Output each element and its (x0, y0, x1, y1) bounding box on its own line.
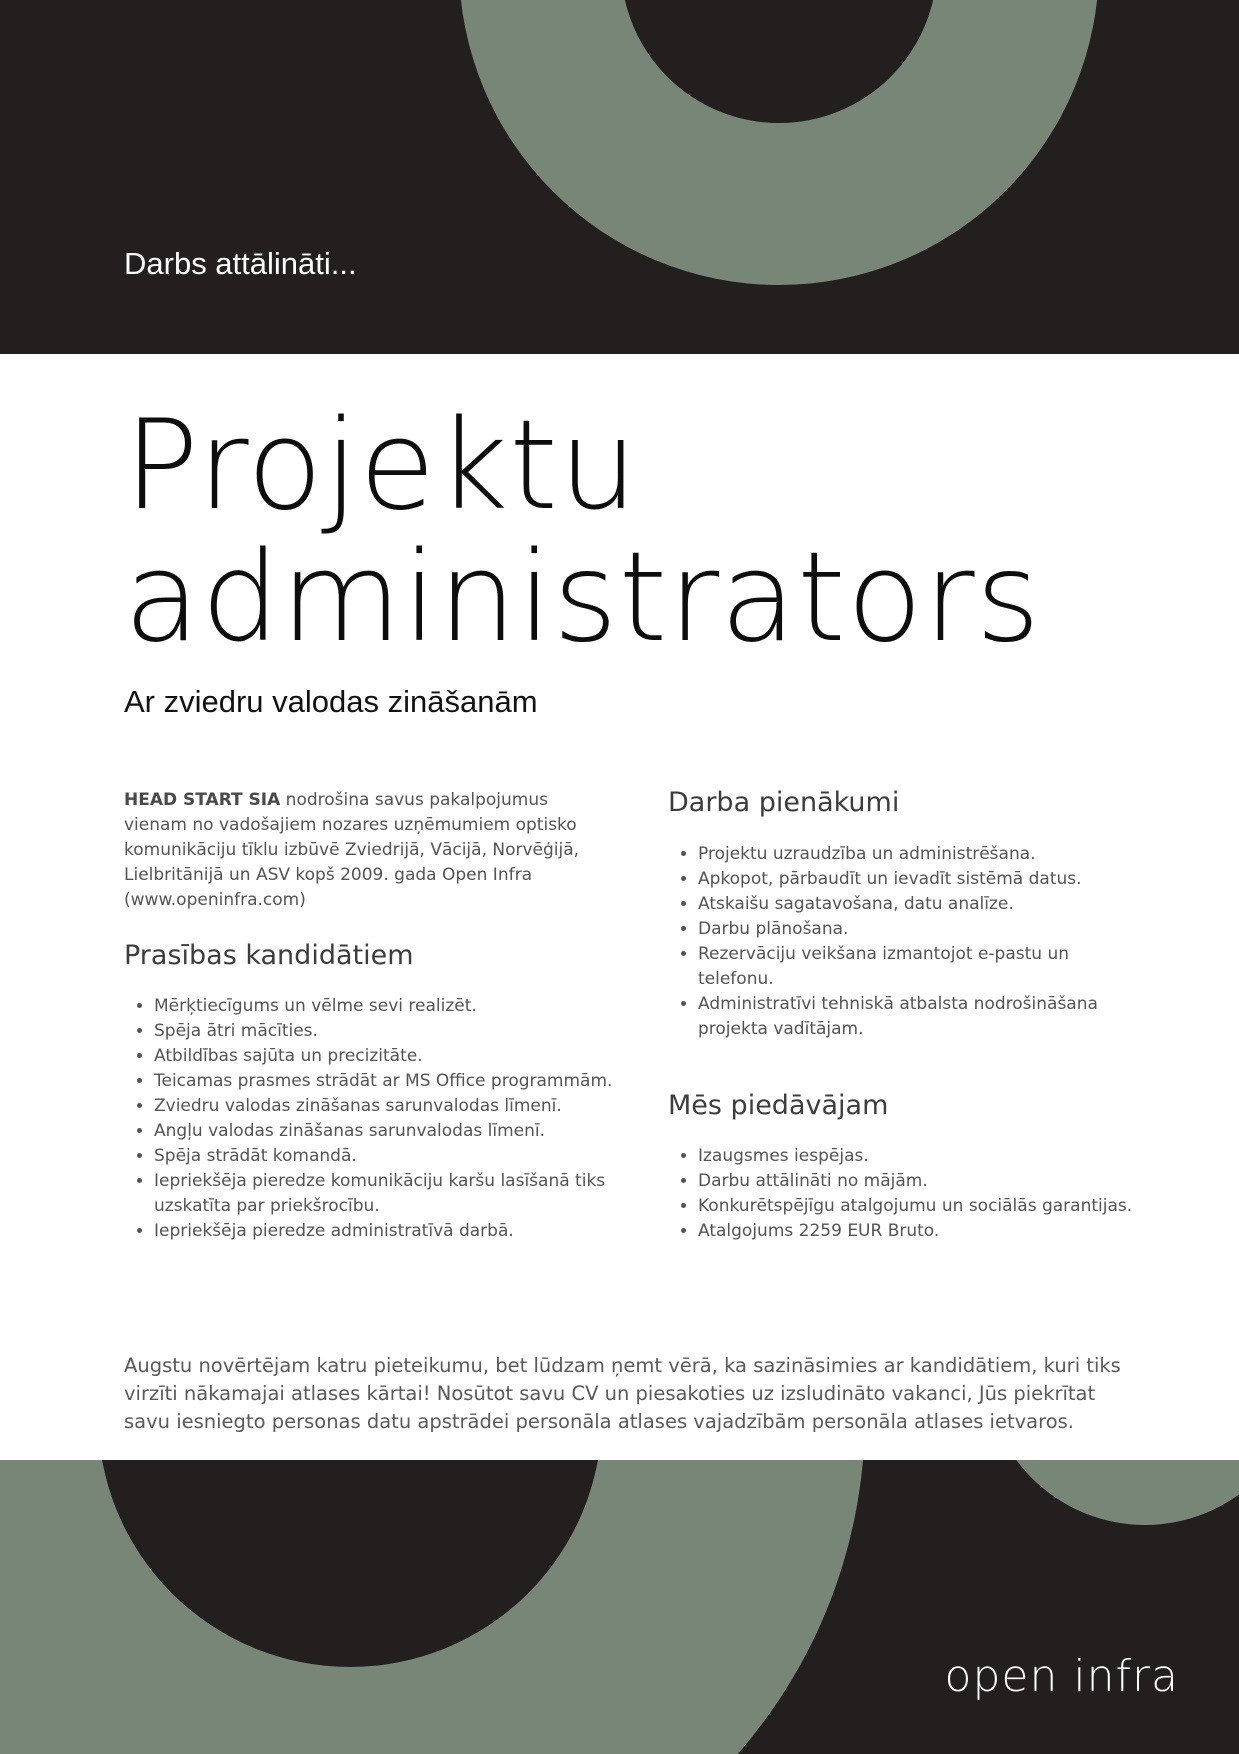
list-item: • Spēja strādāt komandā. (154, 1144, 614, 1169)
list-item: • Zviedru valodas zināšanas sarunvalodas līmenī. (154, 1094, 614, 1119)
application-notice: Augstu novērtējam katru pieteikumu, bet lūdzam ņemt vērā, ka sazināsimies ar kandidātiem, kuri tiks virzīti nākamajai atlases kārtai! Nosūtot savu CV un piesakoties uz izsludināto vakanci, Jūs piekrītat savu iesniegto personas datu apstrādei personāla atlases vajadzībām personāla atlases ietvaros. (124, 1353, 1121, 1433)
offer-heading: Mēs piedāvājam (668, 1090, 889, 1121)
list-item: • Angļu valodas zināšanas sarunvalodas līmenī. (154, 1119, 614, 1144)
job-title-line2: administrators (124, 526, 1042, 670)
duties-heading: Darba pienākumi (668, 787, 900, 818)
list-item: • Iepriekšēja pieredze administratīvā darbā. (154, 1219, 614, 1244)
list-item: • Mērķtiecīgums un vēlme sevi realizēt. (154, 994, 614, 1019)
list-item: • Izaugsmes iespējas. (698, 1144, 1148, 1169)
list-item: • Darbu plānošana. (698, 917, 1148, 942)
requirements-heading: Prasības kandidātiem (124, 940, 414, 971)
list-item: • Atalgojums 2259 EUR Bruto. (698, 1219, 1148, 1244)
company-intro (124, 788, 584, 913)
list-item: • Rezervāciju veikšana izmantojot e-pastu un telefonu. (698, 942, 1148, 992)
list-item: • Projektu uzraudzība un administrēšana. (698, 842, 1148, 867)
list-item: • Teicamas prasmes strādāt ar MS Office programmām. (154, 1069, 614, 1094)
job-subtitle: Ar zviedru valodas zināšanām (124, 684, 538, 719)
list-item: • Apkopot, pārbaudīt un ievadīt sistēmā datus. (698, 867, 1148, 892)
list-item: • Konkurētspējīgu atalgojumu un sociālās garantijas. (698, 1194, 1148, 1219)
job-title (124, 394, 1042, 670)
requirements-list (124, 994, 614, 1244)
list-item: • Spēja ātri mācīties. (154, 1019, 614, 1044)
footer-band (0, 1460, 1239, 1754)
tagline: Darbs attālināti... (124, 246, 357, 281)
list-item: • Atbildības sajūta un precizitāte. (154, 1044, 614, 1069)
offer-list (668, 1144, 1148, 1244)
list-item: • Administratīvi tehniskā atbalsta nodrošināšana projekta vadītājam. (698, 992, 1148, 1042)
decorative-ring-shape (0, 0, 1239, 354)
list-item: • Iepriekšēja pieredze komunikāciju karšu lasīšanā tiks uzskatīta par priekšrocību. (154, 1169, 614, 1219)
job-title-line1: Projektu (124, 394, 639, 538)
company-name: HEAD START SIA (124, 790, 281, 810)
header-band (0, 0, 1239, 354)
open-infra-logo: open infra (944, 1651, 1179, 1702)
duties-list (668, 842, 1148, 1042)
list-item: • Darbu attālināti no mājām. (698, 1169, 1148, 1194)
company-intro-text: nodrošina savus pakalpojumus vienam no vadošajiem nozares uzņēmumiem optisko komunikāciju tīklu izbūvē Zviedrijā, Vācijā, Norvēģijā, Lielbritānijā un ASV kopš 2009. gada Open Infra (www.openinfra.com) (124, 790, 580, 910)
list-item: • Atskaišu sagatavošana, datu analīze. (698, 892, 1148, 917)
decorative-shapes (0, 1460, 1239, 1754)
